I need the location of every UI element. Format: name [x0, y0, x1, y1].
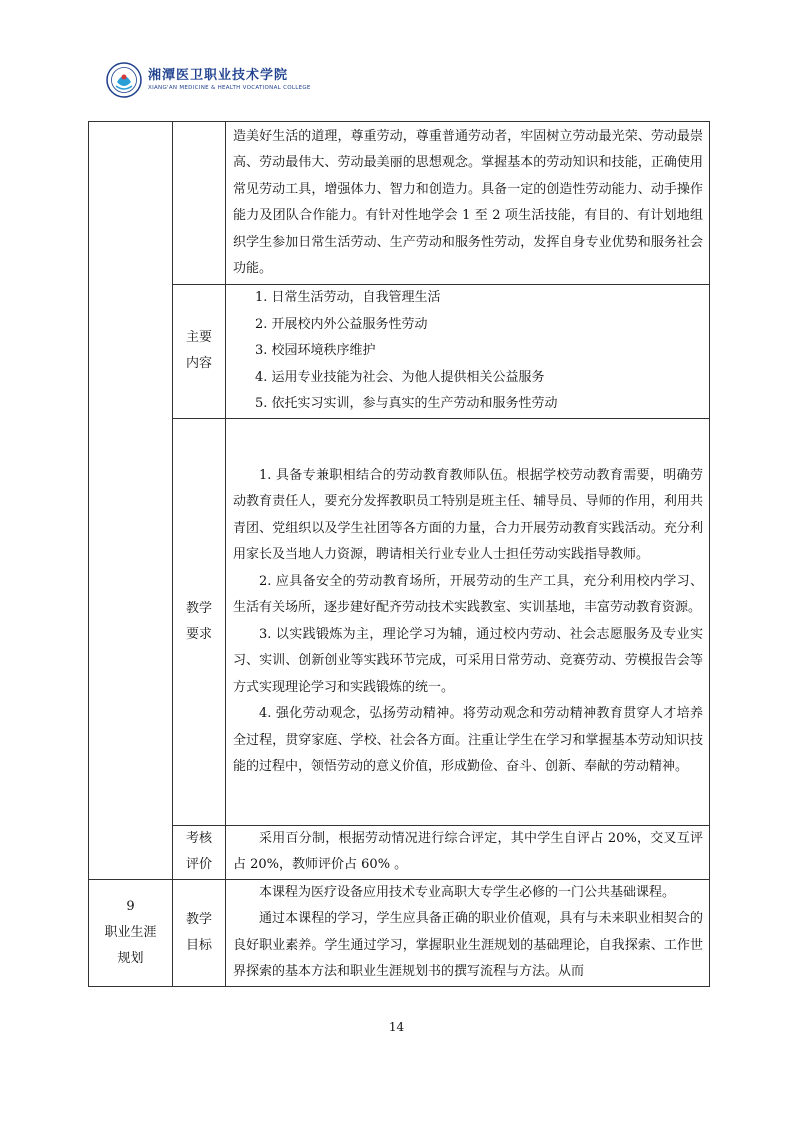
row-label-empty [173, 122, 226, 285]
content-cell [226, 285, 710, 419]
requirements-cell [226, 418, 710, 825]
page-header [106, 58, 406, 108]
list-item: 4. 运用专业技能为社会、为他人提供相关公益服务 [255, 369, 545, 385]
table-row [89, 825, 710, 879]
school-name-english: XIANG'AN MEDICINE & HEALTH VOCATIONAL COLLEGE [148, 85, 311, 91]
goal-paragraph: 通过本课程的学习，学生应具备正确的职业价值观，具有与未来职业相契合的良好职业素养。学生通过学习，掌握职业生涯规划的基础理论，自我探索、工作世界探索的基本方法和职业生涯规划书的撰写流程与方法。从而 [233, 911, 703, 979]
school-name: 湘潭医卫职业技术学院 [148, 68, 289, 83]
list-item: 5. 依托实习实训，参与真实的生产劳动和服务性劳动 [255, 396, 558, 411]
college-logo-icon [106, 62, 142, 98]
course-cell-empty [89, 122, 173, 880]
requirement-paragraph: 2. 应具备安全的劳动教育场所，开展劳动的生产工具，充分利用校内学习、生活有关场所，逐步建好配齐劳动技术实践教室、实训基地，丰富劳动教育资源。 [233, 573, 703, 615]
requirement-paragraph: 1. 具备专兼职相结合的劳动教育教师队伍。根据学校劳动教育需要，明确劳动教育责任人，要充分发挥教职员工特别是班主任、辅导员、导师的作用，利用共青团、党组织以及学生社团等各方面的力量，合力开展劳动教育实践活动。充分利用家长及当地人力资源，聘请相关行业专业人士担任劳动实践指导教师。 [233, 467, 703, 562]
assessment-text: 采用百分制，根据劳动情况进行综合评定，其中学生自评占 20%，交叉互评占 20%，教师评价占 60% 。 [233, 830, 703, 872]
course-table [88, 121, 710, 987]
label-text: 教学目标 [185, 911, 212, 953]
assessment-cell [226, 825, 710, 879]
list-item: 1. 日常生活劳动，自我管理生活 [255, 290, 441, 305]
requirement-paragraph: 3. 以实践锻炼为主，理论学习为辅，通过校内劳动、社会志愿服务及专业实习、实训、创新创业等实践环节完成，可采用日常劳动、竞赛劳动、劳模报告会等方式实现理论学习和实践锻炼的统一。 [233, 626, 703, 695]
label-text: 主要内容 [185, 330, 212, 372]
goal-continuation-text: 造美好生活的道理，尊重劳动，尊重普通劳动者，牢固树立劳动最光荣、劳动最崇高、劳动最伟大、劳动最美丽的思想观念。掌握基本的劳动知识和技能，正确使用常见劳动工具，增强体力、智力和创造力。具备一定的创造性劳动能力、动手操作能力及团队合作能力。有针对性地学会 1 至 2 项生活技能，有目的、有计划地组织学生参加日常生活劳动、生产劳动和服务性劳动，发挥自身专业优势和服务社会功能。 [233, 128, 703, 276]
list-item: 3. 校园环境秩序维护 [255, 343, 376, 358]
table-row [89, 285, 710, 419]
label-text: 考核评价 [185, 831, 212, 872]
goal-continuation-cell [226, 122, 710, 285]
table-row [89, 418, 710, 825]
list-item: 2. 开展校内外公益服务性劳动 [255, 316, 428, 332]
label-text: 教学要求 [185, 600, 212, 642]
requirement-paragraph: 4. 强化劳动观念，弘扬劳动精神。将劳动观念和劳动精神教育贯穿人才培养全过程，贯穿家庭、学校、社会各方面。注重让学生在学习和掌握基本劳动知识技能的过程中，领悟劳动的意义价值，形成勤俭、奋斗、创新、奉献的劳动精神。 [233, 706, 703, 774]
course-number: 9 [126, 898, 135, 914]
table-row [89, 122, 710, 285]
page-number: 14 [388, 1020, 405, 1034]
table-row [89, 879, 710, 986]
row-label-requirements [173, 418, 226, 825]
course-cell [89, 879, 173, 986]
course-name: 职业生涯规划 [104, 924, 157, 966]
row-label-assessment [173, 825, 226, 879]
row-label-content [173, 285, 226, 419]
goal-paragraph: 本课程为医疗设备应用技术专业高职大专学生必修的一门公共基础课程。 [259, 884, 676, 900]
goals-cell [226, 879, 710, 986]
row-label-goals [173, 879, 226, 986]
